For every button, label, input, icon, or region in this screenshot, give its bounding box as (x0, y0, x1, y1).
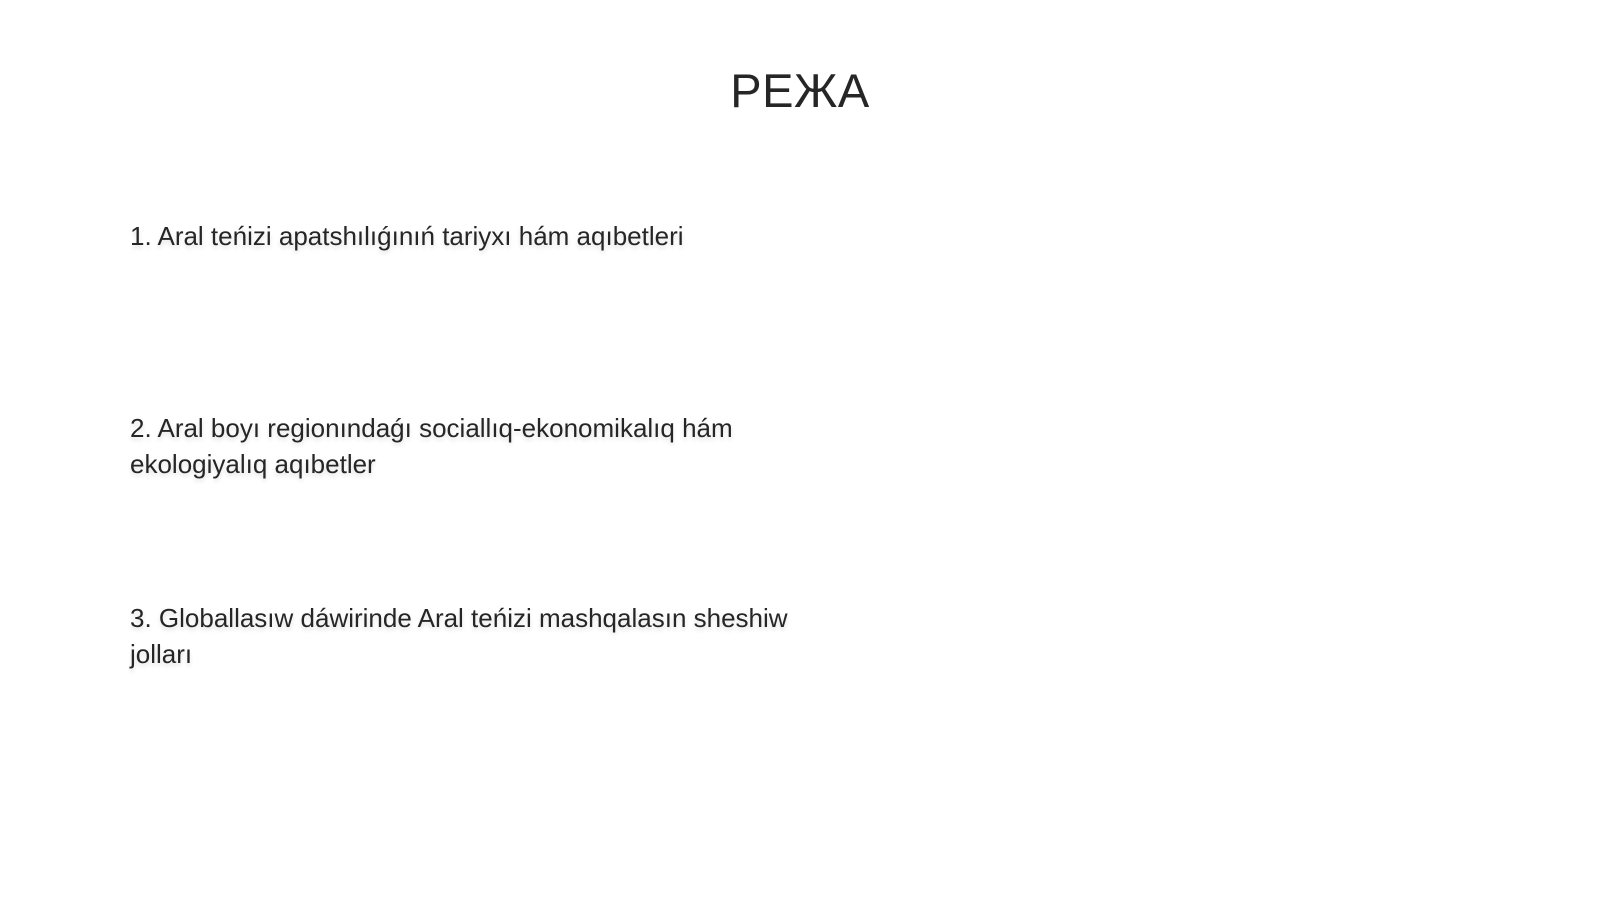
plan-item-2: 2. Aral boyı regionındaǵı sociallıq-ekonomikalıq hám ekologiyalıq aqıbetler (130, 413, 733, 479)
plan-item-3: 3. Globallasıw dáwirinde Aral teńizi mashqalasın sheshiw jolları (130, 603, 788, 669)
slide-title: РЕЖА (730, 64, 870, 117)
plan-item-1: 1. Aral teńizi apatshılıǵınıń tariyxı hám aqıbetleri (130, 221, 684, 251)
